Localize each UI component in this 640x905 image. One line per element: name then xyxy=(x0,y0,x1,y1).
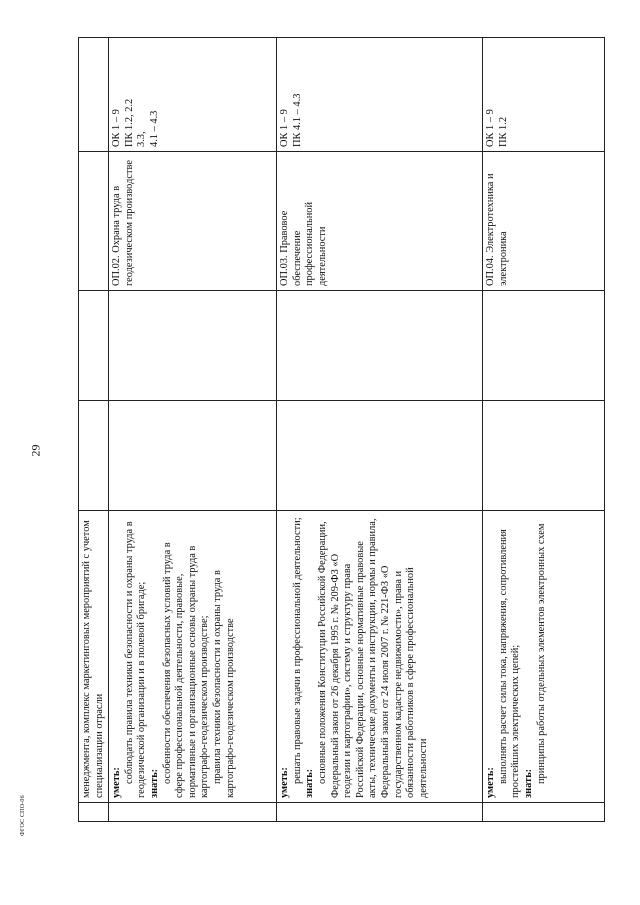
table-cell-discipline: ОП.04. Электротехника и электроника xyxy=(483,152,605,291)
table-row xyxy=(109,38,277,822)
table-cell-competencies xyxy=(277,38,483,152)
list-item: выполнять расчет силы тока, напряжения, сопротивления простейших электрических цепей; xyxy=(497,529,522,798)
table-cell-hours xyxy=(109,291,277,401)
table-row xyxy=(483,38,605,822)
table-cell-index xyxy=(277,803,483,822)
page-number: 29 xyxy=(28,444,43,457)
competency: ОК 1 – 9 xyxy=(111,109,123,147)
table-cell-max-load xyxy=(109,401,277,511)
table-cell-content xyxy=(483,511,605,803)
table-cell-competencies xyxy=(79,38,109,152)
table-cell-discipline: ОП.02. Охрана труда в геодезическом производстве xyxy=(109,152,277,291)
curriculum-table xyxy=(78,37,605,822)
table-cell-max-load xyxy=(277,401,483,511)
competency: 3.3, xyxy=(136,131,148,147)
list-item: решать правовые задачи в профессиональной деятельности; xyxy=(291,517,303,784)
table-cell-hours xyxy=(79,291,109,401)
znat-label: знать: xyxy=(148,768,160,798)
list-item: основные положения Конституции Российской Федерации, Федеральный закон от 26 декабря 1995 г. № 209-ФЗ «О геодезии и картографии», систему и структуру права Российской Федерации, основные нормативные правовые акты, технические документы и инструкции, нормы и правила, Федеральный закон от 24 июля 2007 г. № 221-ФЗ «О государственном кадастре недвижимости», права и обязанности работников в сфере профессиональной деятельности xyxy=(316,518,429,798)
competency: 4.1 – 4.3 xyxy=(148,110,160,147)
znat-label: знать: xyxy=(522,768,534,798)
table-row xyxy=(277,38,483,822)
table-cell-hours xyxy=(483,291,605,401)
table-cell-index xyxy=(109,803,277,822)
list-item: правила техники безопасности и охраны труда в картографо-геодезическом производстве xyxy=(211,570,236,798)
table-cell-hours xyxy=(277,291,483,401)
list-item: соблюдать правила техники безопасности и охраны труда в геодезической организации и в полевой бригаде; xyxy=(123,521,148,798)
table-cell-max-load xyxy=(483,401,605,511)
umet-label: уметь: xyxy=(485,767,497,798)
table-cell-content: менеджмента, комплекс маркетинговых мероприятий с учетом специализации отрасли xyxy=(79,511,109,803)
table-cell-competencies xyxy=(109,38,277,152)
umet-label: уметь: xyxy=(111,767,123,798)
table-row xyxy=(79,38,109,822)
competency: ПК 1.2 xyxy=(497,116,509,147)
table-cell-competencies xyxy=(483,38,605,152)
table-cell-index xyxy=(483,803,605,822)
competency: ПК 1.2, 2.2 xyxy=(123,98,135,147)
table-cell-index xyxy=(79,803,109,822)
table-cell-content xyxy=(277,511,483,803)
table-cell-discipline: ОП.03. Правовое обеспечение профессиональной деятельности xyxy=(277,152,483,291)
footer-code: ФГОС СПО-06 xyxy=(20,795,26,836)
umet-label: уметь: xyxy=(279,767,291,798)
znat-label: знать: xyxy=(304,768,316,798)
list-item: особенности обеспечения безопасных условий труда в сфере профессиональной деятельности, правовые, нормативные и организационные основы охраны труда в картографо-геодезическом производстве; xyxy=(161,542,211,798)
curriculum-table-container xyxy=(78,38,605,822)
list-item: принципы работы отдельных элементов электронных схем xyxy=(535,523,547,784)
table-cell-content xyxy=(109,511,277,803)
competency: ОК 1 – 9 xyxy=(485,109,497,147)
table-cell-max-load xyxy=(79,401,109,511)
competency: ОК 1 – 9 xyxy=(279,109,291,147)
competency: ПК 4.1 – 4.3 xyxy=(291,93,303,147)
table-cell-discipline xyxy=(79,152,109,291)
